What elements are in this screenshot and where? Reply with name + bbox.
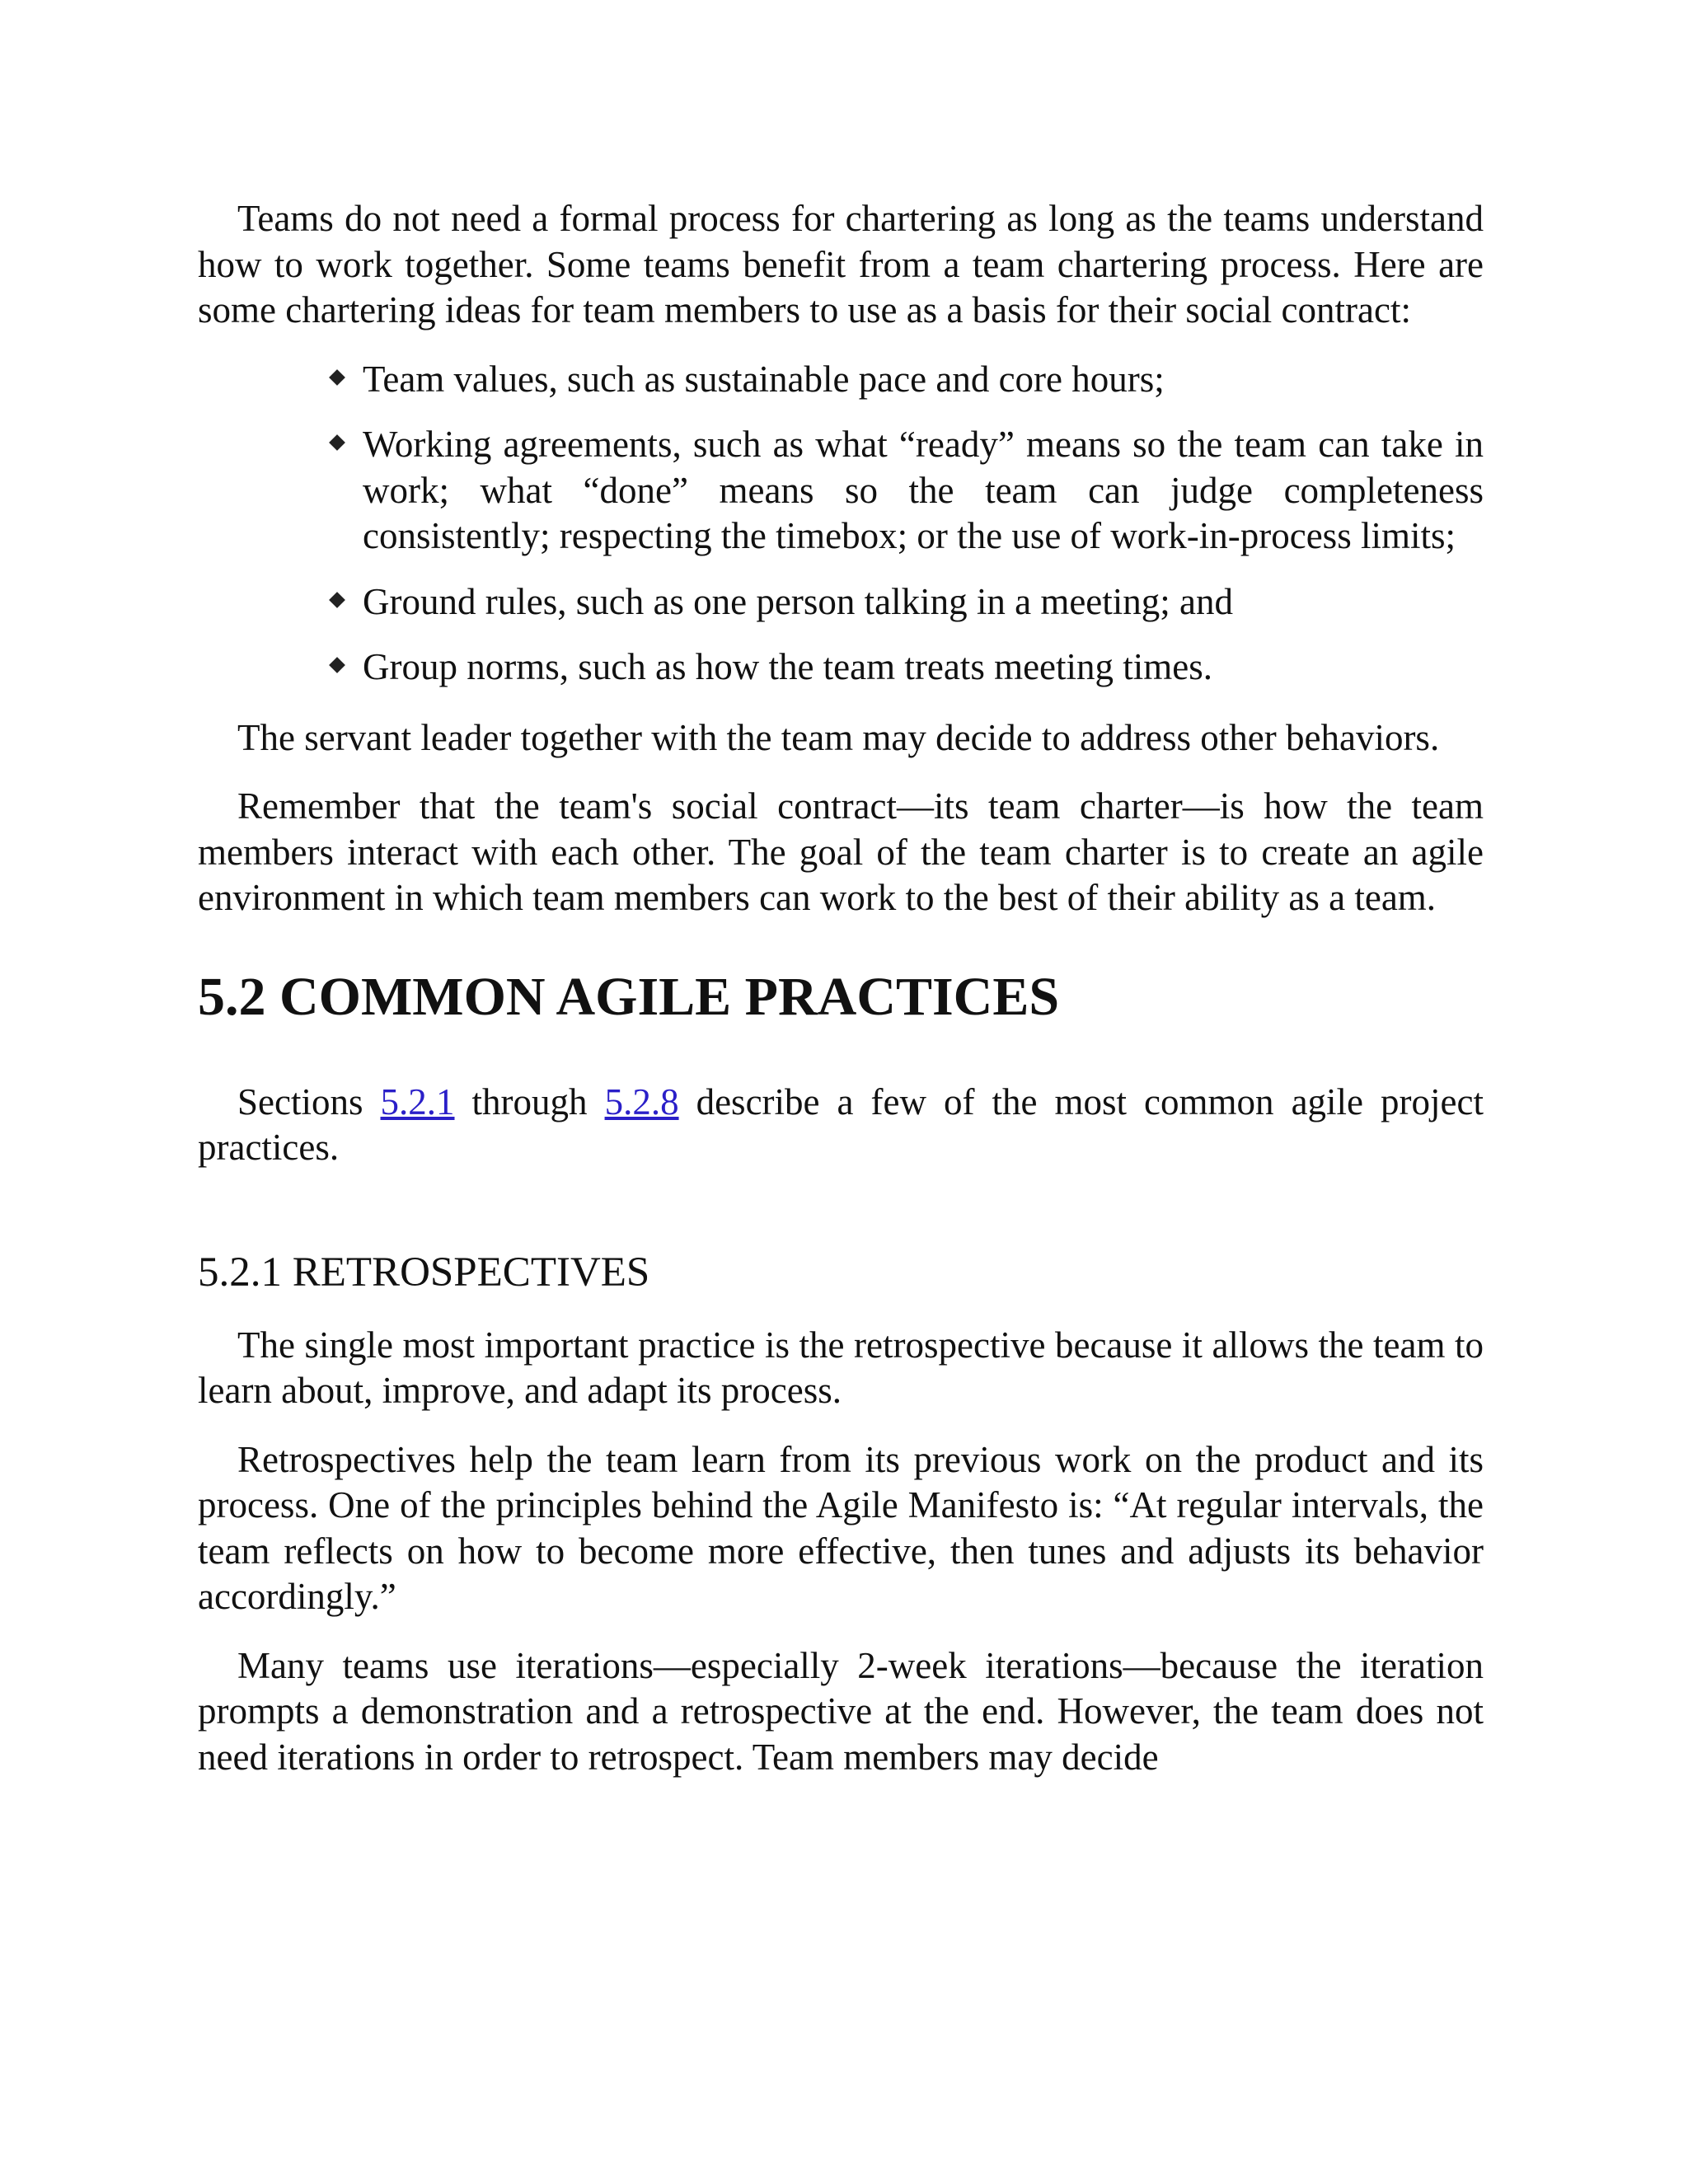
sections-intro-text: describe a few of the most common agile project practices. (198, 1080, 1484, 1168)
chartering-ideas-list (198, 357, 1484, 691)
subsection-heading: 5.2.1 RETROSPECTIVES (198, 1249, 650, 1296)
section-heading: 5.2 COMMON AGILE PRACTICES (198, 966, 1060, 1027)
diamond-bullet-icon (329, 592, 345, 608)
diamond-bullet-icon (329, 434, 345, 451)
paragraph-retro-learning: Retrospectives help the team learn from its previous work on the product and its process. One of the principles behind the Agile Manifesto is: “At regular intervals, the team reflects on how to become more effective, then tunes and adjusts its behavior accordingly.” (198, 1438, 1484, 1617)
sections-intro-text: through (454, 1080, 605, 1122)
list-item-text: Ground rules, such as one person talking in a meeting; and (363, 580, 1234, 622)
diamond-bullet-icon (329, 657, 345, 673)
paragraph-chartering: Teams do not need a formal process for chartering as long as the teams understand how to work together. Some teams benefit from a team chartering process. Here are some chartering ideas for team members to use as a basis for their social contract: (198, 198, 1484, 330)
list-item (363, 579, 1484, 626)
list-item (363, 644, 1484, 691)
list-item-text: Team values, such as sustainable pace and core hours; (363, 358, 1165, 400)
list-item-text: Group norms, such as how the team treats meeting times. (363, 646, 1213, 687)
diamond-bullet-icon (329, 369, 345, 386)
list-item (363, 357, 1484, 403)
paragraph-sections-intro (198, 1080, 1484, 1171)
paragraph-iterations: Many teams use iterations—especially 2-week iterations—because the iteration prompts a demonstration and a retrospective at the end. However, the team does not need iterations in order to retrospect. Team members may decide (198, 1644, 1484, 1778)
link-section-5-2-8[interactable]: 5.2.8 (604, 1080, 679, 1122)
list-item-text: Working agreements, such as what “ready” means so the team can take in work; what “done” means so the team can judge completeness consistently; respecting the timebox; or the use of work-in-process limits; (363, 424, 1484, 556)
document-page (198, 196, 1484, 1803)
sections-intro-text: Sections (237, 1080, 381, 1122)
paragraph-social-contract: Remember that the team's social contract—its team charter—is how the team members interact with each other. The goal of the team charter is to create an agile environment in which team members can work to the best of their ability as a team. (198, 785, 1484, 918)
paragraph-retro-importance: The single most important practice is the retrospective because it allows the team to learn about, improve, and adapt its process. (198, 1324, 1484, 1411)
list-item (363, 422, 1484, 560)
paragraph-servant-leader: The servant leader together with the team may decide to address other behaviors. (237, 716, 1440, 758)
link-section-5-2-1[interactable]: 5.2.1 (380, 1080, 455, 1122)
